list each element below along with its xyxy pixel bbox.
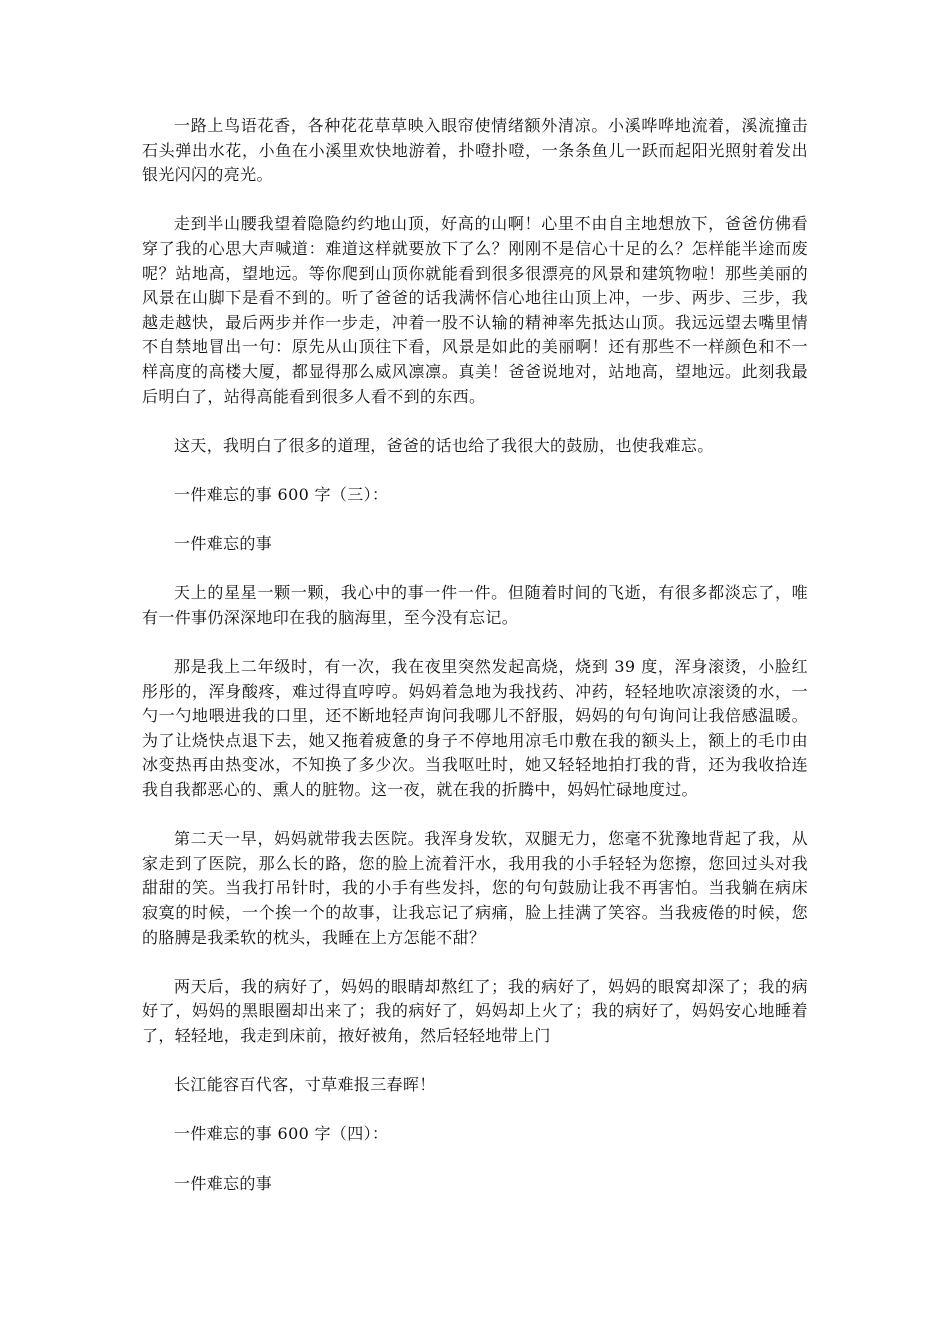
essay-title-four: 一件难忘的事 xyxy=(174,1173,273,1193)
section-heading-three: 一件难忘的事 600 字（三）： xyxy=(174,484,389,504)
paragraph-mountain-climb: 走到半山腰我望着隐隐约约地山顶，好高的山啊！心里不由自主地想放下，爸爸仿佛看穿了我的心思大声喊道：难道这样就要放下了么？刚刚不是信心十足的么？怎样能半途而废呢？站地高，望地远。等你爬到山顶你就能看到很多很漂亮的风景和建筑物啦！那些美丽的风景在山脚下是看不到的。听了爸爸的话我满怀信心地往山顶上冲，一步、两步、三步，我越走越快，最后两步并作一步走，冲着一股不认输的精神率先抵达山顶。我远远望去嘴里情不自禁地冒出一句：原先从山顶往下看，风景是如此的美丽啊！还有那些不一样颜色和不一样高度的高楼大厦，都显得那么威风凛凛。真美！爸爸说地对，站地高，望地远。此刻我最后明白了，站得高能看到很多人看不到的东西。 xyxy=(142,214,808,406)
paragraph-recovery: 两天后，我的病好了，妈妈的眼睛却熬红了；我的病好了，妈妈的眼窝却深了；我的病好了，妈妈的黑眼圈却出来了；我的病好了，妈妈却上火了；我的病好了，妈妈安心地睡着了，轻轻地，我走到床前，掖好被角，然后轻轻地带上门 xyxy=(142,976,808,1045)
paragraph-lesson-learned: 这天，我明白了很多的道理，爸爸的话也给了我很大的鼓励，也使我难忘。 xyxy=(174,435,714,455)
paragraph-stars-memory: 天上的星星一颗一颗，我心中的事一件一件。但随着时间的飞逝，有很多都淡忘了，唯有一件事仍深深地印在我的脑海里，至今没有忘记。 xyxy=(142,583,808,627)
paragraph-closing-proverb: 长江能容百代客，寸草难报三春晖！ xyxy=(174,1075,436,1095)
essay-title-three: 一件难忘的事 xyxy=(174,534,273,554)
document-body xyxy=(142,114,808,1196)
paragraph-hike-scenery: 一路上鸟语花香，各种花花草草映入眼帘使情绪额外清凉。小溪哗哗地流着，溪流撞击石头弹出水花，小鱼在小溪里欢快地游着，扑噔扑噔，一条条鱼儿一跃而起阳光照射着发出银光闪闪的亮光。 xyxy=(142,116,808,185)
paragraph-hospital-day: 第二天一早，妈妈就带我去医院。我浑身发软，双腿无力，您毫不犹豫地背起了我，从家走到了医院，那么长的路，您的脸上流着汗水，我用我的小手轻轻为您擦，您回过头对我甜甜的笑。当我打吊针时，我的小手有些发抖，您的句句鼓励让我不再害怕。当我躺在病床寂寞的时候，一个挨一个的故事，让我忘记了病痛，脸上挂满了笑容。当我疲倦的时候，您的胳膊是我柔软的枕头，我睡在上方怎能不甜？ xyxy=(142,829,808,947)
section-heading-four: 一件难忘的事 600 字（四）： xyxy=(174,1124,389,1144)
paragraph-fever-night: 那是我上二年级时，有一次，我在夜里突然发起高烧，烧到 39 度，浑身滚烫，小脸红彤彤的，浑身酸疼，难过得直哼哼。妈妈着急地为我找药、冲药，轻轻地吹凉滚烫的水，一勺一勺地喂进我的口里，还不断地轻声询问我哪儿不舒服，妈妈的句句询问让我倍感温暖。为了让烧快点退下去，她又拖着疲惫的身子不停地用凉毛巾敷在我的额头上，额上的毛巾由冰变热再由热变冰，不知换了多少次。当我呕吐时，她又轻轻地拍打我的背，还为我收拾连我自我都恶心的、熏人的脏物。这一夜，就在我的折腾中，妈妈忙碌地度过。 xyxy=(142,657,808,800)
